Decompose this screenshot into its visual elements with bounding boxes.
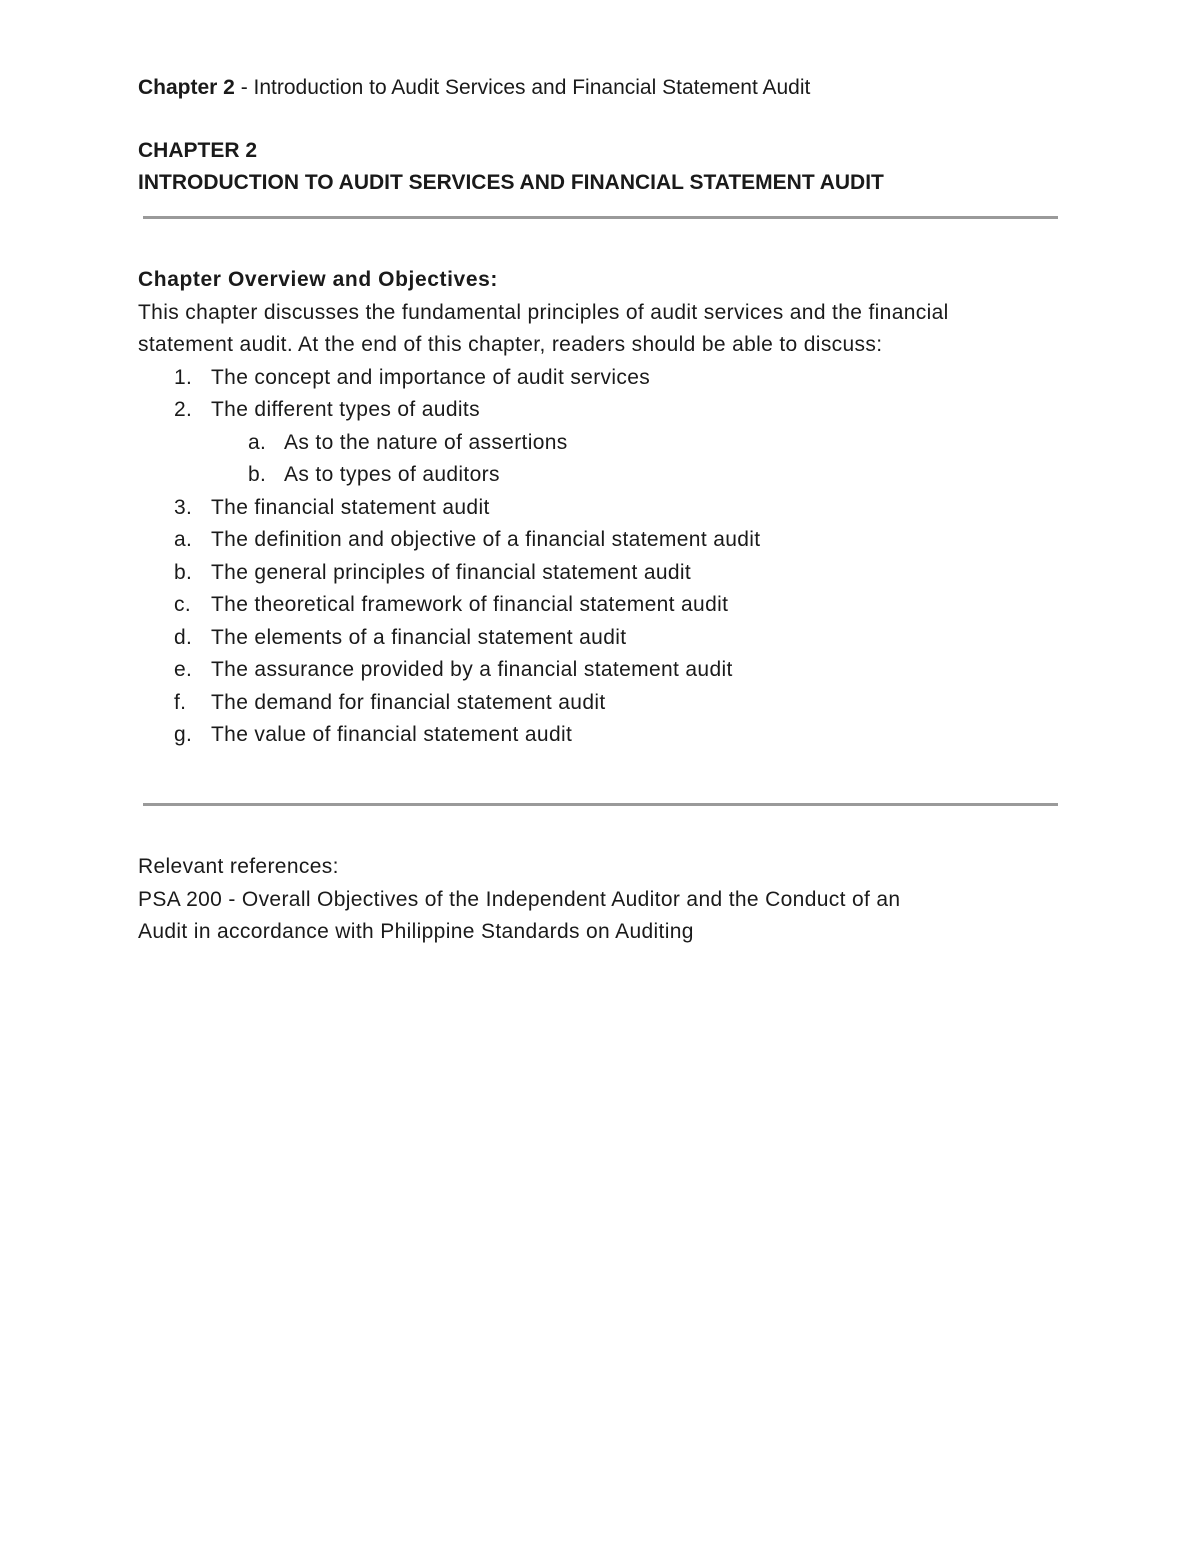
list-item <box>138 492 1068 525</box>
overview-intro-line-1: This chapter discusses the fundamental principles of audit services and the financial <box>138 300 949 324</box>
list-marker: e. <box>174 658 193 681</box>
list-item-text: The elements of a financial statement audit <box>211 625 627 649</box>
overview-heading: Chapter Overview and Objectives: <box>138 268 498 291</box>
running-header-chapter-label: Chapter 2 <box>138 76 235 99</box>
list-item <box>138 394 1068 427</box>
list-item-text: The definition and objective of a financial statement audit <box>211 528 761 551</box>
list-marker: b. <box>174 560 193 584</box>
objectives-list <box>138 362 1068 752</box>
list-marker: f. <box>174 690 187 714</box>
list-item <box>138 687 1068 720</box>
running-header-separator: - <box>234 76 254 99</box>
references-heading: Relevant references: <box>138 855 339 878</box>
bottom-divider <box>143 803 1058 806</box>
list-item-text: The assurance provided by a financial statement audit <box>211 658 733 681</box>
reference-line-2: Audit in accordance with Philippine Standards on Auditing <box>138 920 694 943</box>
list-item-text: The value of financial statement audit <box>211 723 573 746</box>
list-item-text: As to types of auditors <box>284 463 500 486</box>
list-item-text: The different types of audits <box>211 398 480 421</box>
list-item <box>138 589 1068 622</box>
list-marker: g. <box>174 723 193 746</box>
list-marker: c. <box>174 593 192 616</box>
top-divider <box>143 216 1058 219</box>
chapter-title-block <box>138 135 884 199</box>
list-subitem <box>138 459 1068 492</box>
list-item <box>138 654 1068 687</box>
overview-intro-line-2: statement audit. At the end of this chapter, readers should be able to discuss: <box>138 333 883 356</box>
list-marker: 3. <box>174 495 193 519</box>
list-item-text: The concept and importance of audit services <box>211 365 651 389</box>
running-header <box>138 74 810 102</box>
reference-line-1: PSA 200 - Overall Objectives of the Independent Auditor and the Conduct of an <box>138 887 901 911</box>
list-item-text: As to the nature of assertions <box>284 430 568 454</box>
list-item-text: The theoretical framework of financial statement audit <box>211 593 729 616</box>
list-item <box>138 524 1068 557</box>
chapter-number-heading: CHAPTER 2 <box>138 139 258 162</box>
list-item <box>138 557 1068 590</box>
list-item <box>138 719 1068 752</box>
list-marker: a. <box>248 430 267 454</box>
list-marker: 1. <box>174 365 193 389</box>
running-header-chapter-title: Introduction to Audit Services and Financial Statement Audit <box>253 76 811 99</box>
list-marker: 2. <box>174 398 193 421</box>
list-item <box>138 362 1068 395</box>
list-marker: d. <box>174 625 193 649</box>
chapter-overview-section <box>138 264 1068 752</box>
list-subitem <box>138 427 1068 460</box>
list-marker: a. <box>174 528 193 551</box>
list-item <box>138 622 1068 655</box>
list-marker: b. <box>248 463 267 486</box>
references-section <box>138 851 1068 949</box>
list-item-text: The general principles of financial statement audit <box>211 560 692 584</box>
chapter-title-heading: INTRODUCTION TO AUDIT SERVICES AND FINANCIAL STATEMENT AUDIT <box>138 171 884 194</box>
list-item-text: The demand for financial statement audit <box>211 690 606 714</box>
list-item-text: The financial statement audit <box>211 495 490 519</box>
